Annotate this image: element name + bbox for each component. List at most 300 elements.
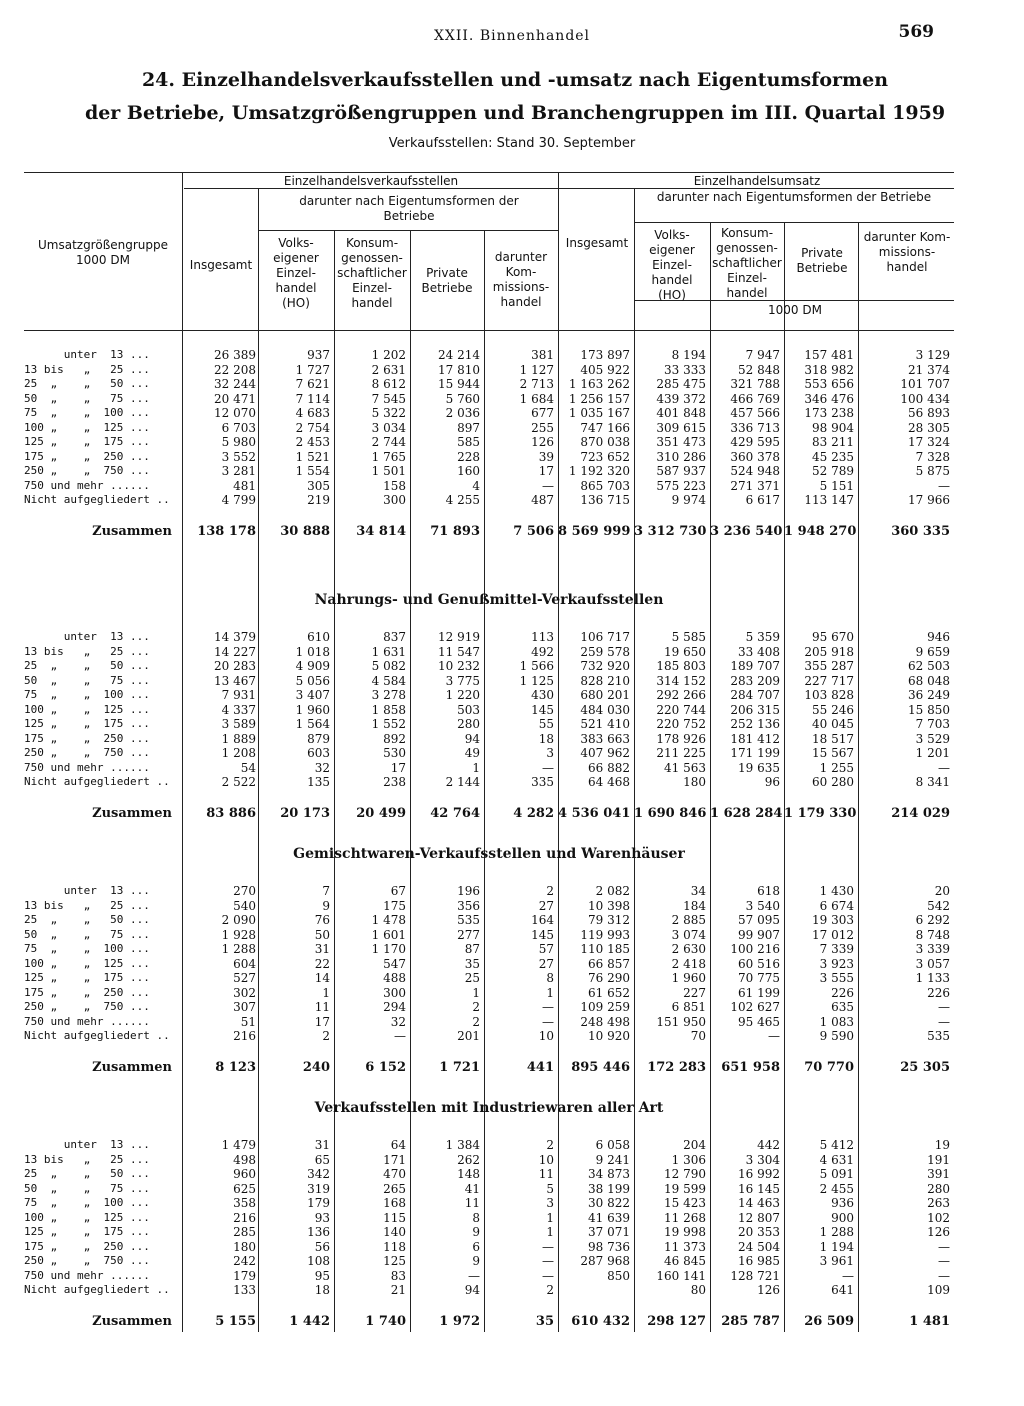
table-cell: 8 569 999	[558, 523, 631, 539]
table-cell: 180	[683, 775, 706, 789]
table-cell: 21 374	[908, 362, 950, 377]
running-head: XXII. Binnenhandel	[433, 28, 591, 44]
table-cell: 34	[690, 884, 706, 898]
table-cell: 2 090	[221, 913, 256, 927]
table-cell: 1 765	[371, 449, 406, 464]
table-cell: 34 814	[356, 523, 406, 539]
table-row	[24, 971, 954, 985]
table-cell: 238	[383, 775, 406, 789]
table-row	[24, 1029, 954, 1043]
row-label: 50 „ „ 75 ...	[24, 673, 150, 687]
table-row	[24, 1254, 954, 1268]
row-label: 75 „ „ 100 ...	[24, 942, 150, 955]
table-row	[24, 1225, 954, 1239]
table-cell: 16 145	[738, 1181, 780, 1196]
table-cell: 228	[457, 449, 480, 464]
table-cell: 285	[233, 1225, 256, 1239]
col-private-outlets: Private Betriebe	[421, 266, 473, 295]
row-label: 13 bis „ 25 ...	[24, 362, 150, 376]
table-cell: 401 848	[656, 406, 706, 420]
table-cell: 604	[233, 956, 256, 971]
table-cell: 3 540	[745, 898, 780, 913]
table-cell: 936	[831, 1196, 854, 1210]
table-cell: —	[542, 1239, 554, 1254]
table-cell: 6 703	[221, 420, 256, 435]
table-cell: 492	[531, 644, 554, 659]
rule-sub-outlets	[258, 230, 558, 231]
table-cell: —	[938, 760, 950, 775]
table-cell: 3 552	[221, 449, 256, 464]
table-cell: 1 127	[519, 362, 554, 377]
table-cell: 12 807	[738, 1210, 780, 1225]
table-cell: 5 412	[819, 1138, 854, 1152]
table-cell: 1 960	[671, 971, 706, 985]
table-cell: 300	[383, 985, 406, 1000]
table-cell: 32 244	[214, 377, 256, 391]
table-cell: 76	[314, 913, 330, 927]
table-cell: 189 707	[730, 659, 780, 673]
row-label: 25 „ „ 50 ...	[24, 659, 150, 672]
table-cell: 15 567	[812, 746, 854, 760]
table-cell: 15 423	[664, 1196, 706, 1210]
section-title: Nahrungs- und Genußmittel-Verkaufsstellen	[314, 592, 664, 608]
table-cell: 2	[472, 1014, 480, 1029]
stub-header: Umsatzgrößengruppe 1000 DM	[37, 238, 169, 267]
table-cell: 102	[927, 1210, 950, 1225]
table-cell: 280	[457, 717, 480, 731]
table-cell: 15 944	[438, 377, 480, 391]
table-cell: 220 744	[656, 702, 706, 717]
table-cell: 677	[531, 406, 554, 420]
col-kommission-turnover: darunter Kom- missions- handel	[863, 230, 951, 274]
table-cell: 55	[538, 717, 554, 731]
table-cell: 439 372	[656, 391, 706, 406]
table-cell: 25 305	[900, 1059, 950, 1075]
row-label: 13 bis „ 25 ...	[24, 1152, 150, 1166]
table-cell: 171	[383, 1152, 406, 1167]
table-cell: 196	[457, 884, 480, 898]
table-cell: 87	[464, 942, 480, 956]
table-cell: 2 713	[519, 377, 554, 391]
table-cell: 346 476	[804, 391, 854, 406]
table-cell: 14 379	[214, 630, 256, 644]
sub-outlets-header: darunter nach Eigentumsformen der Betriebe	[299, 194, 519, 223]
table-row	[24, 761, 954, 775]
table-cell: 6 152	[365, 1059, 406, 1075]
table-cell: 11 373	[664, 1239, 706, 1254]
table-cell: 109	[927, 1283, 950, 1297]
total-row	[24, 524, 954, 538]
table-cell: 292 266	[656, 688, 706, 702]
table-cell: 103 828	[804, 688, 854, 702]
row-label: 175 „ „ 250 ...	[24, 731, 150, 745]
table-row	[24, 421, 954, 435]
table-cell: 38 199	[588, 1181, 630, 1196]
table-cell: 960	[233, 1167, 256, 1181]
row-label: 100 „ „ 125 ...	[24, 420, 150, 434]
table-cell: 1 170	[371, 942, 406, 956]
table-cell: 145	[531, 927, 554, 942]
table-cell: 45 235	[812, 449, 854, 464]
table-cell: 3 278	[371, 688, 406, 702]
row-label: unter 13 ...	[24, 630, 150, 643]
table-cell: 585	[457, 435, 480, 449]
unit-label: 1000 DM	[768, 303, 822, 317]
table-cell: 937	[307, 348, 330, 362]
table-cell: 100 434	[900, 391, 950, 406]
table-cell: 1 125	[519, 673, 554, 688]
table-cell: 285 787	[721, 1313, 780, 1329]
table-cell: 17	[538, 464, 554, 478]
table-cell: 1 928	[221, 927, 256, 942]
table-cell: 429 595	[730, 435, 780, 449]
row-label: 750 und mehr ......	[24, 760, 150, 774]
row-label: 13 bis „ 25 ...	[24, 644, 150, 658]
table-row	[24, 1196, 954, 1210]
table-row	[24, 928, 954, 942]
table-cell: 160	[457, 464, 480, 478]
total-row	[24, 1314, 954, 1328]
table-cell: 27	[538, 898, 554, 913]
table-cell: 17 810	[438, 362, 480, 377]
table-cell: 3 923	[819, 956, 854, 971]
table-cell: 610 432	[571, 1313, 630, 1329]
table-cell: 56 893	[908, 406, 950, 420]
table-cell: 498	[233, 1152, 256, 1167]
table-cell: 113	[531, 630, 554, 644]
table-cell: 70	[690, 1029, 706, 1043]
table-cell: 1 501	[371, 464, 406, 478]
table-row	[24, 392, 954, 406]
table-cell: 6 292	[915, 913, 950, 927]
table-cell: 481	[233, 478, 256, 493]
table-cell: 211 225	[656, 746, 706, 760]
table-cell: 20 499	[356, 805, 406, 821]
table-cell: 135	[307, 775, 330, 789]
table-cell: 5 056	[295, 673, 330, 688]
table-cell: 360 335	[891, 523, 950, 539]
table-cell: 540	[233, 898, 256, 913]
table-cell: 179	[307, 1196, 330, 1210]
table-cell: 7	[322, 884, 330, 898]
table-cell: 98 736	[588, 1239, 630, 1254]
table-cell: 95 670	[812, 630, 854, 644]
table-cell: —	[938, 1000, 950, 1014]
table-row	[24, 363, 954, 377]
col-volkseigen-turnover: Volks- eigener Einzel- handel (HO)	[649, 228, 695, 302]
table-cell: 214 029	[891, 805, 950, 821]
table-title	[60, 64, 970, 130]
row-label: 100 „ „ 125 ...	[24, 702, 150, 716]
group-outlets-header: Einzelhandelsverkaufsstellen	[283, 174, 459, 188]
table-cell: 26 509	[804, 1313, 854, 1329]
table-cell: 168	[383, 1196, 406, 1210]
table-cell: 1 740	[365, 1313, 406, 1329]
table-cell: 3 589	[221, 717, 256, 731]
table-row	[24, 884, 954, 898]
table-cell: 405 922	[580, 362, 630, 377]
table-cell: 70 775	[738, 971, 780, 985]
table-cell: 318 982	[804, 362, 854, 377]
table-cell: 535	[457, 913, 480, 927]
table-cell: 3 281	[221, 464, 256, 478]
row-label: 25 „ „ 50 ...	[24, 1167, 150, 1180]
table-cell: 3 339	[915, 942, 950, 956]
sub-turnover-header: darunter nach Eigentumsformen der Betriebe	[656, 190, 932, 204]
table-cell: 17 324	[908, 435, 950, 449]
table-cell: 1 972	[439, 1313, 480, 1329]
table-cell: 184	[683, 898, 706, 913]
table-cell: 2 453	[295, 435, 330, 449]
row-label: unter 13 ...	[24, 348, 150, 361]
table-cell: 1 631	[371, 644, 406, 659]
table-cell: 95 465	[738, 1014, 780, 1029]
table-cell: 1	[322, 985, 330, 1000]
table-cell: 1 035 167	[568, 406, 630, 420]
table-cell: 3 129	[915, 348, 950, 362]
row-label: 75 „ „ 100 ...	[24, 406, 150, 419]
table-cell: 7 114	[295, 391, 330, 406]
table-cell: 1 481	[909, 1313, 950, 1329]
table-cell: 1 566	[519, 659, 554, 673]
table-row	[24, 1211, 954, 1225]
table-cell: 201	[457, 1029, 480, 1043]
table-cell: —	[768, 1029, 780, 1043]
table-cell: 356	[457, 898, 480, 913]
table-cell: 4 536 041	[558, 805, 631, 821]
table-cell: 828 210	[580, 673, 630, 688]
table-cell: 487	[531, 493, 554, 507]
table-row	[24, 674, 954, 688]
row-label: 75 „ „ 100 ...	[24, 1196, 150, 1209]
table-cell: 5	[546, 1181, 554, 1196]
table-cell: 2 630	[671, 942, 706, 956]
table-cell: 57	[538, 942, 554, 956]
table-cell: 723 652	[580, 449, 630, 464]
table-cell: 1 889	[221, 731, 256, 746]
table-cell: —	[542, 1014, 554, 1029]
row-label: unter 13 ...	[24, 884, 150, 897]
table-cell: 41	[464, 1181, 480, 1196]
table-cell: 118	[383, 1239, 406, 1254]
table-cell: 2	[322, 1029, 330, 1043]
row-label: 250 „ „ 750 ...	[24, 464, 150, 477]
table-cell: 1 179 330	[784, 805, 857, 821]
table-cell: 108	[307, 1254, 330, 1268]
table-row	[24, 703, 954, 717]
table-cell: 83	[390, 1268, 406, 1283]
table-cell: 8 612	[371, 377, 406, 391]
table-cell: 17 012	[812, 927, 854, 942]
row-label: 125 „ „ 175 ...	[24, 971, 150, 984]
table-cell: 4	[472, 478, 480, 493]
table-cell: 407 962	[580, 746, 630, 760]
table-cell: 298 127	[647, 1313, 706, 1329]
table-cell: 173 897	[580, 348, 630, 362]
table-cell: 524 948	[730, 464, 780, 478]
table-cell: 33 333	[664, 362, 706, 377]
row-label: 100 „ „ 125 ...	[24, 956, 150, 970]
table-cell: 1 384	[445, 1138, 480, 1152]
table-cell: 360 378	[730, 449, 780, 464]
table-cell: 25	[464, 971, 480, 985]
table-row	[24, 479, 954, 493]
table-row	[24, 1153, 954, 1167]
table-cell: 32	[390, 1014, 406, 1029]
table-cell: 10 920	[588, 1029, 630, 1043]
table-cell: 1 133	[915, 971, 950, 985]
statistics-table	[24, 160, 954, 1335]
table-cell: 14 463	[738, 1196, 780, 1210]
table-cell: 96	[764, 775, 780, 789]
table-cell: 1 521	[295, 449, 330, 464]
table-cell: 145	[531, 702, 554, 717]
table-cell: 54	[240, 760, 256, 775]
table-cell: 6 674	[819, 898, 854, 913]
table-cell: 5 980	[221, 435, 256, 449]
group-turnover-header: Einzelhandelsumsatz	[693, 174, 821, 188]
table-cell: —	[542, 1254, 554, 1268]
table-row	[24, 348, 954, 362]
table-cell: 283 209	[730, 673, 780, 688]
table-cell: 19 635	[738, 760, 780, 775]
table-cell: 319	[307, 1181, 330, 1196]
table-cell: 1 858	[371, 702, 406, 717]
table-cell: 4 631	[819, 1152, 854, 1167]
table-cell: 20 173	[280, 805, 330, 821]
table-cell: 335	[531, 775, 554, 789]
table-cell: 3 074	[671, 927, 706, 942]
table-cell: 66 882	[588, 760, 630, 775]
table-row	[24, 899, 954, 913]
table-cell: 7 545	[371, 391, 406, 406]
table-cell: 4 909	[295, 659, 330, 673]
table-cell: 641	[831, 1283, 854, 1297]
row-label: 250 „ „ 750 ...	[24, 1254, 150, 1267]
table-cell: 19 599	[664, 1181, 706, 1196]
col-konsum-outlets: Konsum- genossen- schaftlicher Einzel- handel	[337, 236, 407, 310]
col-insgesamt-turnover: Insgesamt	[565, 236, 629, 250]
table-row	[24, 942, 954, 956]
table-cell: 36 249	[908, 688, 950, 702]
table-cell: 1 163 262	[568, 377, 630, 391]
row-label: 100 „ „ 125 ...	[24, 1210, 150, 1224]
row-label: 13 bis „ 25 ...	[24, 898, 150, 912]
row-label: 75 „ „ 100 ...	[24, 688, 150, 701]
table-cell: 179	[233, 1268, 256, 1283]
table-row	[24, 775, 954, 789]
table-cell: 204	[683, 1138, 706, 1152]
table-cell: 946	[927, 630, 950, 644]
table-row	[24, 659, 954, 673]
table-cell: 11 547	[438, 644, 480, 659]
table-cell: 18 517	[812, 731, 854, 746]
table-cell: 12 790	[664, 1167, 706, 1181]
table-cell: 1 601	[371, 927, 406, 942]
table-cell: 285 475	[656, 377, 706, 391]
table-cell: 2	[546, 884, 554, 898]
table-cell: 206 315	[730, 702, 780, 717]
table-cell: 309 615	[656, 420, 706, 435]
table-row	[24, 464, 954, 478]
table-cell: 9 241	[595, 1152, 630, 1167]
table-cell: 1 564	[295, 717, 330, 731]
table-cell: 64	[390, 1138, 406, 1152]
table-cell: 3 961	[819, 1254, 854, 1268]
table-cell: 70 770	[804, 1059, 854, 1075]
table-cell: 2 418	[671, 956, 706, 971]
table-cell: 220 752	[656, 717, 706, 731]
table-cell: 9	[322, 898, 330, 913]
table-cell: 7 328	[915, 449, 950, 464]
table-cell: 51	[240, 1014, 256, 1029]
table-cell: 8	[546, 971, 554, 985]
table-cell: 64 468	[588, 775, 630, 789]
table-cell: 7 931	[221, 688, 256, 702]
table-cell: 164	[531, 913, 554, 927]
table-cell: 4 683	[295, 406, 330, 420]
table-cell: 1 220	[445, 688, 480, 702]
table-cell: 8 748	[915, 927, 950, 942]
table-cell: —	[468, 1268, 480, 1283]
table-cell: —	[938, 1014, 950, 1029]
table-cell: 172 283	[647, 1059, 706, 1075]
table-cell: 46 845	[664, 1254, 706, 1268]
table-cell: —	[938, 1254, 950, 1268]
table-cell: 442	[757, 1138, 780, 1152]
table-cell: 113 147	[804, 493, 854, 507]
table-cell: 185 803	[656, 659, 706, 673]
table-cell: 262	[457, 1152, 480, 1167]
table-cell: 1 684	[519, 391, 554, 406]
table-row	[24, 1000, 954, 1014]
table-cell: 270	[233, 884, 256, 898]
table-cell: 587 937	[656, 464, 706, 478]
table-cell: 61 199	[738, 985, 780, 1000]
table-cell: 140	[383, 1225, 406, 1239]
table-row	[24, 1015, 954, 1029]
table-cell: 22 208	[214, 362, 256, 377]
table-cell: 60 516	[738, 956, 780, 971]
table-cell: 6	[472, 1239, 480, 1254]
rule-header-bottom	[24, 330, 954, 331]
table-cell: 1 727	[295, 362, 330, 377]
table-cell: 248 498	[580, 1014, 630, 1029]
table-cell: 178 926	[656, 731, 706, 746]
table-cell: 27	[538, 956, 554, 971]
table-cell: 10	[538, 1029, 554, 1043]
table-cell: 1	[546, 1210, 554, 1225]
table-cell: 173 238	[804, 406, 854, 420]
table-cell: 7 621	[295, 377, 330, 391]
table-cell: 76 290	[588, 971, 630, 985]
table-cell: 1 018	[295, 644, 330, 659]
table-cell: 171 199	[730, 746, 780, 760]
row-label: Zusammen	[92, 523, 172, 539]
table-cell: 302	[233, 985, 256, 1000]
row-label: Nicht aufgegliedert ..	[24, 1029, 170, 1042]
table-cell: 1 948 270	[784, 523, 857, 539]
table-cell: 3	[546, 746, 554, 760]
table-cell: 1 554	[295, 464, 330, 478]
table-cell: 160 141	[656, 1268, 706, 1283]
table-cell: 895 446	[571, 1059, 630, 1075]
table-cell: 94	[464, 731, 480, 746]
row-label: 175 „ „ 250 ...	[24, 449, 150, 463]
table-cell: 2	[546, 1283, 554, 1297]
table-cell: 14	[314, 971, 330, 985]
table-cell: 1 201	[915, 746, 950, 760]
